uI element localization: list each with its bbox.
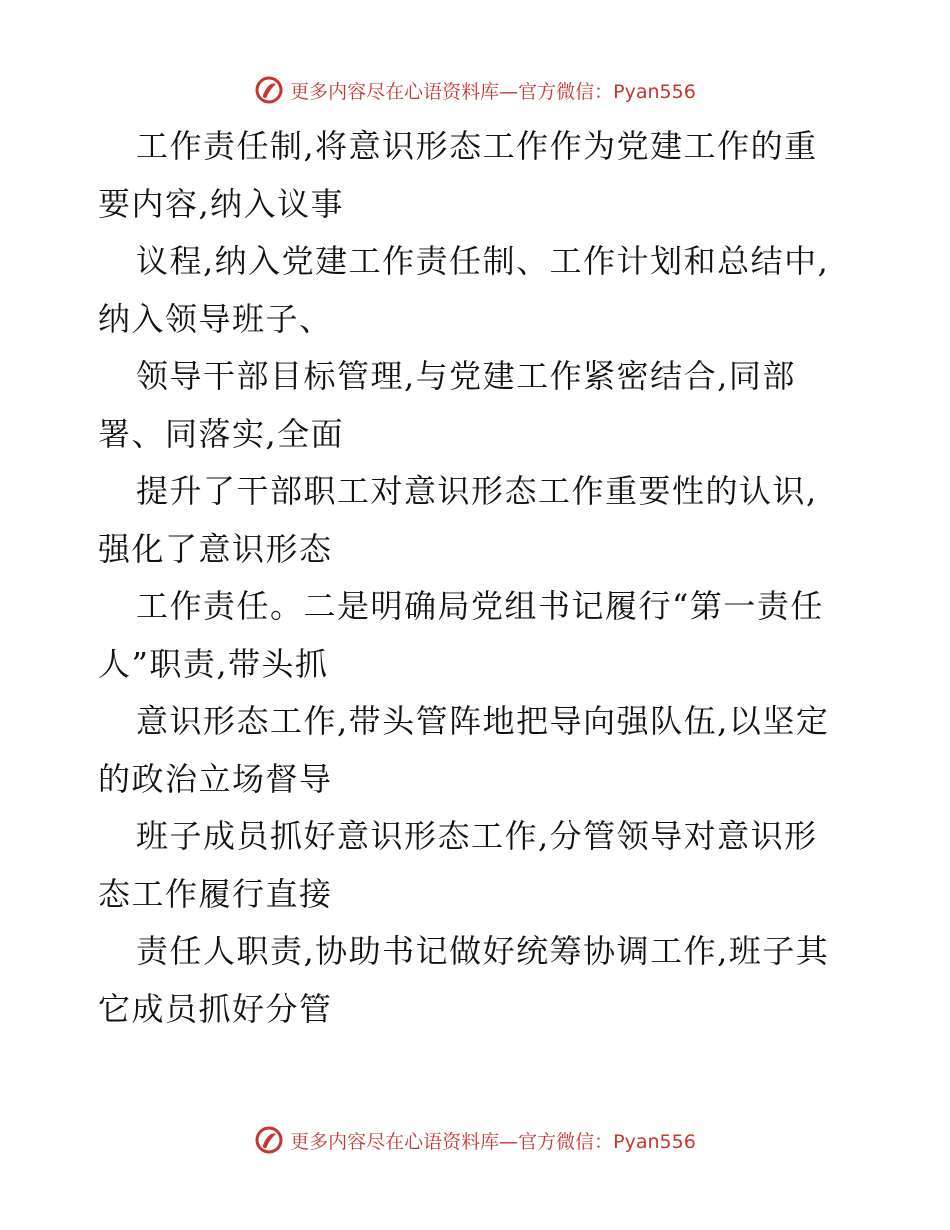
paragraph: [98, 118, 858, 233]
brand-logo-icon: [254, 75, 284, 105]
brand-logo-icon: [254, 1125, 284, 1155]
header-banner: [0, 72, 950, 108]
paragraph-line: 班子成员抓好意识形态工作,分管领导对意识形: [136, 817, 818, 855]
paragraph-line: 工作责任。二是明确局党组书记履行“第一责任: [136, 587, 824, 625]
document-body: [98, 118, 858, 1038]
paragraph-line: 人”职责,带头抓: [98, 644, 329, 683]
paragraph-line: 署、同落实,全面: [98, 414, 345, 453]
footer-banner: [0, 1122, 950, 1158]
paragraph-line: 它成员抓好分管: [98, 989, 333, 1028]
paragraph: [98, 923, 858, 1038]
paragraph-line: 纳入领导班子、: [98, 299, 333, 338]
paragraph: [98, 808, 858, 923]
paragraph-line: 强化了意识形态: [98, 529, 333, 568]
paragraph-line: 议程,纳入党建工作责任制、工作计划和总结中,: [136, 242, 830, 280]
paragraph-line: 态工作履行直接: [98, 874, 333, 913]
paragraph-line: 提升了干部职工对意识形态工作重要性的认识,: [136, 472, 818, 510]
paragraph-line: 工作责任制,将意识形态工作作为党建工作的重: [136, 127, 818, 165]
paragraph: [98, 233, 858, 348]
paragraph-line: 要内容,纳入议事: [98, 184, 345, 223]
paragraph-line: 的政治立场督导: [98, 759, 333, 798]
paragraph: [98, 463, 858, 578]
paragraph: [98, 348, 858, 463]
footer-banner-text: 更多内容尽在心语资料库—官方微信：Pyan556: [290, 1130, 696, 1153]
paragraph: [98, 693, 858, 808]
paragraph-line: 领导干部目标管理,与党建工作紧密结合,同部: [136, 357, 796, 395]
paragraph: [98, 578, 858, 693]
paragraph-line: 意识形态工作,带头管阵地把导向强队伍,以坚定: [136, 702, 830, 740]
paragraph-line: 责任人职责,协助书记做好统筹协调工作,班子其: [136, 932, 830, 970]
header-banner-text: 更多内容尽在心语资料库—官方微信：Pyan556: [290, 80, 696, 103]
